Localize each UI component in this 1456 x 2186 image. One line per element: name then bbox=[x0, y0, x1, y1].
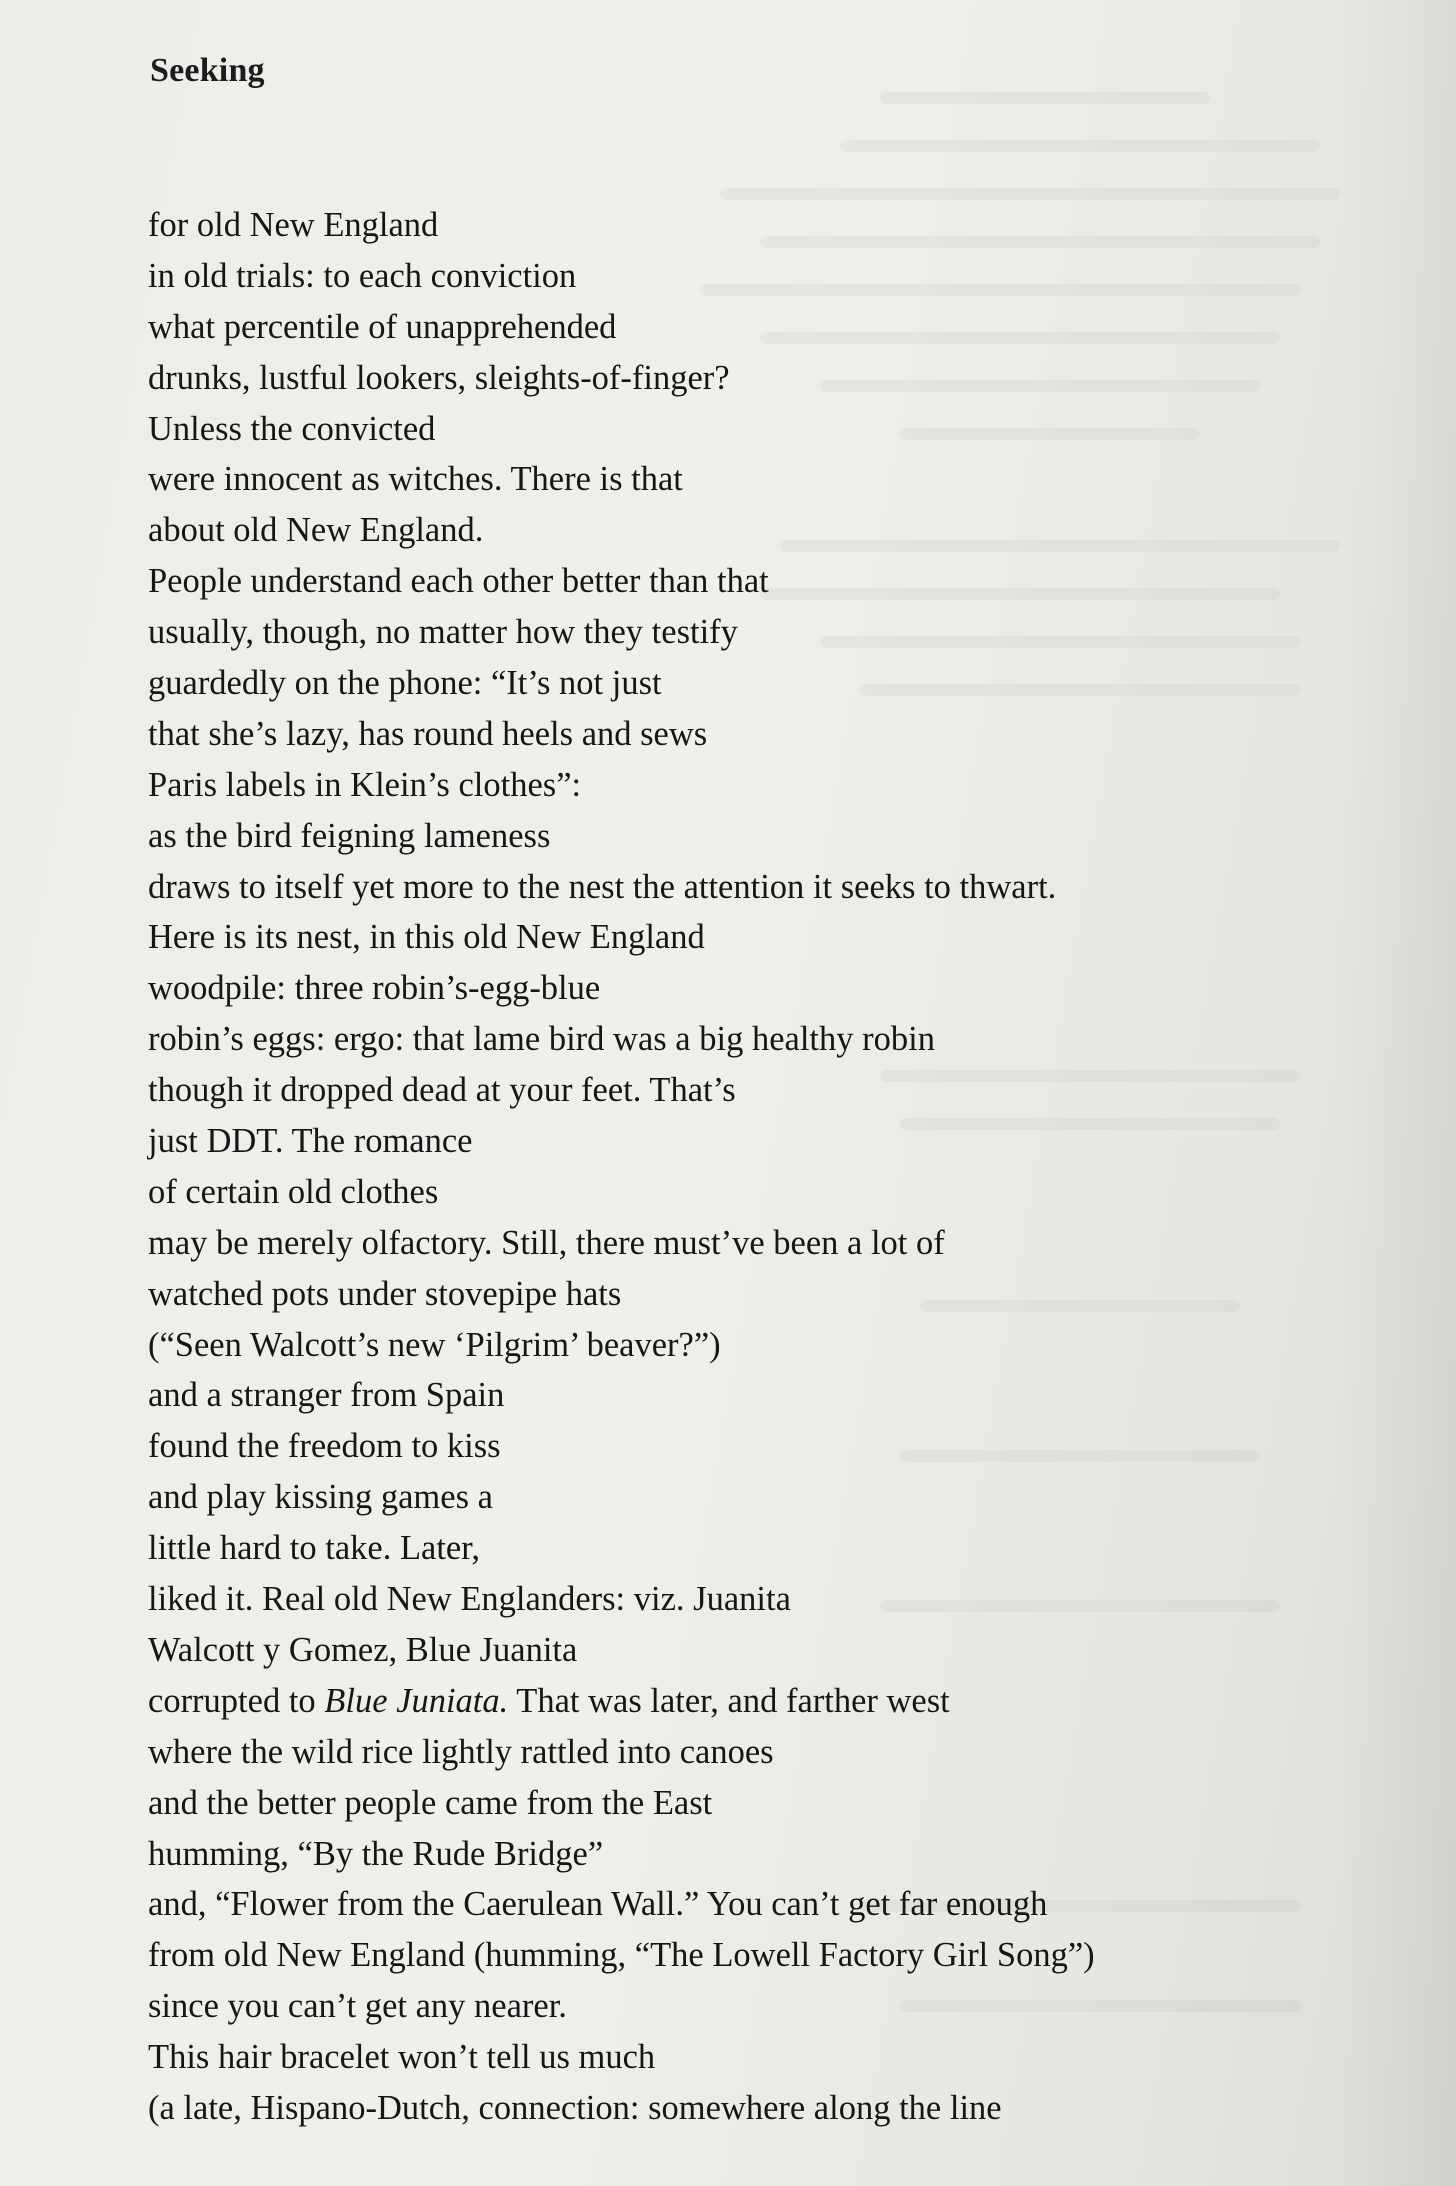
poem-line-text: corrupted to bbox=[148, 1681, 325, 1720]
poem-line: draws to itself yet more to the nest the attention it seeks to thwart. bbox=[148, 867, 1057, 906]
poem-line: watched pots under stovepipe hats bbox=[148, 1274, 622, 1313]
poem-line: guardedly on the phone: “It’s not just bbox=[148, 664, 662, 703]
poem-line: Unless the convicted bbox=[148, 409, 436, 448]
poem-line: and, “Flower from the Caerulean Wall.” You can’t get far enough bbox=[148, 1885, 1048, 1924]
poem-line: that she’s lazy, has round heels and sews bbox=[148, 714, 708, 753]
poem-line: liked it. Real old New Englanders: viz. Juanita bbox=[148, 1580, 791, 1619]
poem-title: Seeking bbox=[150, 52, 265, 89]
poem-line: This hair bracelet won’t tell us much bbox=[148, 2038, 656, 2077]
poem-body bbox=[148, 200, 1348, 2134]
poem-line: were innocent as witches. There is that bbox=[148, 460, 683, 499]
poem-line: from old New England (humming, “The Lowell Factory Girl Song”) bbox=[148, 1936, 1095, 1975]
poem-line: little hard to take. Later, bbox=[148, 1529, 480, 1568]
poem-line: in old trials: to each conviction bbox=[148, 256, 577, 295]
poem-line: just DDT. The romance bbox=[148, 1122, 473, 1161]
poem-line: People understand each other better than that bbox=[148, 562, 769, 601]
poem-line: usually, though, no matter how they testify bbox=[148, 613, 738, 652]
poem-line: found the freedom to kiss bbox=[148, 1427, 501, 1466]
poem-line: Here is its nest, in this old New England bbox=[148, 918, 705, 957]
poem-line: where the wild rice lightly rattled into canoes bbox=[148, 1732, 774, 1771]
poem-line: and the better people came from the East bbox=[148, 1783, 713, 1822]
poem-line: robin’s eggs: ergo: that lame bird was a big healthy robin bbox=[148, 1020, 935, 1059]
poem-line: since you can’t get any nearer. bbox=[148, 1987, 567, 2026]
poem-line: Paris labels in Klein’s clothes”: bbox=[148, 765, 582, 804]
poem-line: and play kissing games a bbox=[148, 1478, 493, 1517]
poem-line: may be merely olfactory. Still, there must’ve been a lot of bbox=[148, 1223, 945, 1262]
poem-line bbox=[148, 1676, 1348, 1727]
poem-line: (a late, Hispano-Dutch, connection: somewhere along the line bbox=[148, 2088, 1002, 2127]
poem-line: (“Seen Walcott’s new ‘Pilgrim’ beaver?”) bbox=[148, 1325, 721, 1364]
italic-title: Blue Juniata. bbox=[324, 1681, 509, 1720]
poem-line: and a stranger from Spain bbox=[148, 1376, 505, 1415]
poem-line: what percentile of unapprehended bbox=[148, 307, 617, 346]
poem-line: Walcott y Gomez, Blue Juanita bbox=[148, 1630, 578, 1669]
poem-line: of certain old clothes bbox=[148, 1172, 439, 1211]
poem-line-text: That was later, and farther west bbox=[508, 1681, 950, 1720]
poem-line: woodpile: three robin’s-egg-blue bbox=[148, 969, 601, 1008]
poem-line: humming, “By the Rude Bridge” bbox=[148, 1834, 604, 1873]
poem-line: for old New England bbox=[148, 206, 439, 244]
poem-line: as the bird feigning lameness bbox=[148, 816, 551, 855]
poem-line: though it dropped dead at your feet. That’s bbox=[148, 1071, 736, 1110]
poem-line: drunks, lustful lookers, sleights-of-finger? bbox=[148, 358, 730, 397]
poem-line: about old New England. bbox=[148, 511, 484, 550]
